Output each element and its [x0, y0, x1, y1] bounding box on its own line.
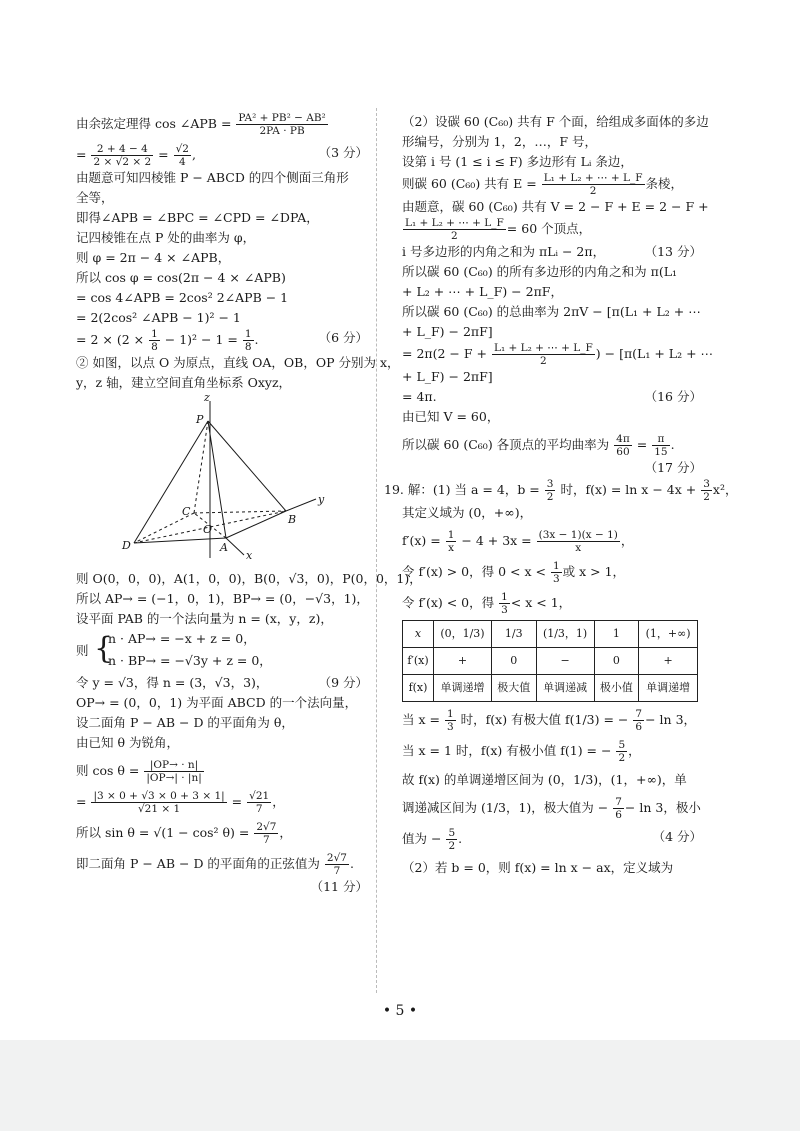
text-line: f′(x) = $\frac{1}{x}$ − 4 + 3x = $\frac{(3x - 1)(x - 1)}{x}$ ，	[402, 529, 634, 554]
table-cell: +	[639, 648, 698, 675]
table-cell: (0，1/3)	[433, 621, 491, 648]
text-line: 则 O(0，0，0)，A(1，0，0)，B(0，√3，0)，P(0，0，1)，	[76, 571, 422, 586]
text-line: 设二面角 P − AB − D 的平面角为 θ，	[76, 715, 294, 730]
score-mark: （13 分）	[644, 244, 702, 259]
text-line: 由余弦定理得 cos ∠APB = $\frac{\text{PA² + PB² − AB²}}{2PA \cdot PB}$	[76, 112, 326, 137]
fraction: $\frac{\text{L₁ + L₂ + ⋯ + L\_F}}{2}$	[543, 172, 643, 197]
fraction: $\frac{√21}{7}$	[249, 790, 270, 815]
table-cell: 单调递减	[536, 675, 594, 702]
table-cell: 1/3	[491, 621, 536, 648]
fraction: $\frac{1}{8}$	[244, 328, 252, 353]
fraction: $\frac{4\pi}{60}$	[616, 433, 630, 458]
text-line: + L_F) − 2πF]	[402, 369, 493, 384]
text-line: 故 f(x) 的单调递增区间为 (0，1/3)，(1，+∞)，单	[402, 772, 687, 787]
fraction: $\frac{1}{3}$	[552, 560, 560, 585]
text-line: （2）设碳 60 (C₆₀) 共有 F 个面，给组成多面体的多边	[402, 114, 709, 129]
table-cell: 0	[594, 648, 639, 675]
table-cell: 极大值	[491, 675, 536, 702]
score-mark: （11 分）	[310, 879, 368, 894]
text-line: = $\frac{2 + 4 - 4}{2 \times √2 \times 2}$ = $\frac{√2}{4}$ , （3 分）	[76, 143, 368, 168]
text-line: 所以碳 60 (C₆₀) 各顶点的平均曲率为 $\frac{4\pi}{60}$ = $\frac{\pi}{15}$ .	[402, 433, 675, 458]
fraction: $\frac{3}{2}$	[703, 478, 710, 503]
y-axis	[286, 499, 316, 511]
text-line: 令 f′(x) < 0，得 $\frac{1}{3}$ < x < 1，	[402, 591, 572, 616]
text-line: = 2(2cos² ∠APB − 1)² − 1	[76, 310, 241, 325]
table-cell: +	[433, 648, 491, 675]
table-cell: (1，+∞)	[639, 621, 698, 648]
text-line: 即二面角 P − AB − D 的平面角的正弦值为 $\frac{2√7}{7}$ .	[76, 852, 354, 877]
column-divider	[376, 108, 377, 993]
text-line: 所以 cos φ = cos(2π − 4 × ∠APB)	[76, 270, 286, 285]
fraction: $\frac{1}{3}$	[446, 708, 454, 733]
text-line: = 2π(2 − F + $\frac{\text{L₁ + L₂ + ⋯ + L\_F}}{2}$ ) − [π(L₁ + L₂ + ⋯	[402, 342, 714, 367]
edge-CB	[194, 511, 286, 513]
score-mark: （4 分）	[652, 829, 702, 844]
table-cell: x	[403, 621, 434, 648]
fraction: $\frac{\text{L₁ + L₂ + ⋯ + L\_F}}{2}$	[405, 217, 504, 242]
text-line: 全等，	[76, 190, 114, 205]
score-mark: （17 分）	[644, 460, 702, 475]
monotonicity-table	[402, 620, 698, 702]
table-cell: f(x)	[403, 675, 434, 702]
table-cell: −	[536, 648, 594, 675]
text-line: 由题意，碳 60 (C₆₀) 共有 V = 2 − F + E = 2 − F +	[402, 199, 709, 214]
fraction: $\frac{(3x - 1)(x - 1)}{x}$	[538, 529, 618, 554]
text-line: 所以 sin θ = √(1 − cos² θ) = $\frac{2√7}{7}$ ，	[76, 821, 292, 846]
label-A: A	[220, 541, 228, 554]
text-line: + L₂ + ⋯ + L_F) − 2πF，	[402, 284, 563, 299]
page-number: • 5 •	[382, 1003, 418, 1019]
fraction: $\frac{1}{x}$	[447, 529, 455, 554]
table-cell: 1	[594, 621, 639, 648]
text-line: i 号多边形的内角之和为 πLᵢ − 2π， （13 分）	[402, 242, 702, 262]
fraction: $\frac{5}{2}$	[618, 739, 626, 764]
label-y: y	[318, 493, 325, 506]
table-header-row	[403, 621, 698, 648]
text-line: 当 x = $\frac{1}{3}$ 时，f(x) 有极大值 f(1/3) = − $\frac{7}{6}$ − ln 3，	[402, 708, 697, 733]
text-line: $\frac{\text{L₁ + L₂ + ⋯ + L\_F}}{2}$ = 60 个顶点，	[405, 217, 592, 242]
text-line: 令 y = √3，得 n = (3，√3，3)， （9 分）	[76, 673, 368, 693]
fraction: $\frac{√2}{4}$	[175, 143, 189, 168]
text-line: 则 φ = 2π − 4 × ∠APB，	[76, 250, 231, 265]
text-line: + L_F) − 2πF]	[402, 324, 493, 339]
fraction: $\frac{7}{6}$	[615, 796, 622, 821]
fraction: $\frac{2√7}{7}$	[256, 821, 277, 846]
text-line: 所以碳 60 (C₆₀) 的总曲率为 2πV − [π(L₁ + L₂ + ⋯	[402, 304, 701, 319]
text-line: 其定义域为 (0，+∞)，	[402, 505, 533, 520]
text-line: = cos 4∠APB = 2cos² 2∠APB − 1	[76, 290, 289, 305]
text-line: 令 f′(x) > 0，得 0 < x < $\frac{1}{3}$ 或 x > 1，	[402, 560, 626, 585]
fraction: $\frac{\text{PA² + PB² − AB²}}{2PA \cdot PB}$	[238, 112, 326, 137]
table-row	[403, 648, 698, 675]
table-cell: 极小值	[594, 675, 639, 702]
text-line: 由已知 V = 60，	[402, 409, 500, 424]
fraction: $\frac{3}{2}$	[546, 478, 554, 503]
right-column	[384, 112, 738, 878]
fraction: $\frac{2√7}{7}$	[326, 852, 347, 877]
label-C: C	[182, 505, 191, 518]
table-cell: f′(x)	[403, 648, 434, 675]
edge-PC	[194, 421, 208, 513]
text-line: = $\frac{|3 \times 0 + √3 \times 0 + 3 \times 1|}{√21 \times 1}$ = $\frac{√21}{7}$ ，	[76, 790, 285, 815]
table-cell: 单调递增	[639, 675, 698, 702]
fraction: $\frac{1}{3}$	[501, 591, 508, 616]
fraction: $\frac{5}{2}$	[448, 827, 456, 852]
fraction: $\frac{\pi}{15}$	[654, 433, 668, 458]
text-line: 由题意可知四棱锥 P − ABCD 的四个侧面三角形	[76, 170, 349, 185]
text-line: 则碳 60 (C₆₀) 共有 E = $\frac{\text{L₁ + L₂ + ⋯ + L\_F}}{2}$ 条棱，	[402, 172, 684, 197]
x-axis	[226, 538, 244, 555]
text-line: 值为 − $\frac{5}{2}$ . （4 分）	[402, 827, 702, 852]
edge-AB	[226, 511, 286, 538]
label-D: D	[122, 539, 131, 552]
table-cell: 0	[491, 648, 536, 675]
text-line: = 4π. （16 分）	[402, 387, 702, 407]
text-line: = 2 × (2 × $\frac{1}{8}$ − 1)² − 1 = $\frac{1}{8}$ . （6 分）	[76, 328, 368, 353]
text-line: 调递减区间为 (1/3，1)，极大值为 − $\frac{7}{6}$ − ln 3，极小	[402, 796, 701, 821]
fraction: $\frac{7}{6}$	[635, 708, 643, 733]
text-line: y，z 轴，建立空间直角坐标系 Oxyz，	[76, 375, 292, 390]
fraction: $\frac{\text{L₁ + L₂ + ⋯ + L\_F}}{2}$	[493, 342, 593, 367]
fraction: $\frac{|OP\to \cdot n|}{|OP\to| \cdot |n|}$	[146, 759, 202, 784]
label-z: z	[204, 393, 210, 404]
text-line: 设第 i 号 (1 ≤ i ≤ F) 多边形有 Lᵢ 条边，	[402, 154, 633, 169]
equation-system: 则 { n · AP→ = −x + z = 0， n · BP→ = −√3y + z = 0，	[76, 631, 272, 668]
label-B: B	[288, 513, 297, 526]
score-mark: （16 分）	[644, 389, 702, 404]
table-cell: 单调递增	[433, 675, 491, 702]
bottom-band	[0, 1040, 800, 1131]
fraction: $\frac{2 + 4 - 4}{2 \times √2 \times 2}$	[93, 143, 152, 168]
score-mark: （9 分）	[318, 675, 368, 690]
text-line: 则 cos θ = $\frac{|OP\to \cdot n|}{|OP\to| \cdot |n|}$	[76, 759, 202, 784]
fraction: $\frac{|3 \times 0 + √3 \times 0 + 3 \times 1|}{√21 \times 1}$	[93, 790, 225, 815]
label-P: P	[196, 413, 204, 426]
text-line: 形编号，分别为 1，2，…，F 号，	[402, 134, 598, 149]
label-O: O	[203, 523, 213, 536]
text-line: 设平面 PAB 的一个法向量为 n = (x，y，z)，	[76, 611, 333, 626]
table-cell: (1/3，1)	[536, 621, 594, 648]
score-mark: （6 分）	[318, 330, 368, 345]
score-mark: （3 分）	[318, 145, 368, 160]
text-line: OP→ = (0，0，1) 为平面 ABCD 的一个法向量，	[76, 695, 358, 710]
text-line: ② 如图，以点 O 为原点，直线 OA，OB，OP 分别为 x，	[76, 355, 400, 370]
text-line: 由已知 θ 为锐角，	[76, 735, 179, 750]
fraction: $\frac{1}{8}$	[151, 328, 158, 353]
text-line: 19. 解：(1) 当 a = 4，b = $\frac{3}{2}$ 时，f(x) = ln x − 4x + $\frac{3}{2}$ x²，	[384, 478, 738, 503]
table-row	[403, 675, 698, 702]
text-line: 即得∠APB = ∠BPC = ∠CPD = ∠DPA，	[76, 210, 319, 225]
text-line: 所以 AP→ = (−1，0，1)，BP→ = (0，−√3，1)，	[76, 591, 369, 606]
label-x: x	[246, 549, 253, 562]
text-line: 当 x = 1 时，f(x) 有极小值 f(1) = − $\frac{5}{2}$ ，	[402, 739, 641, 764]
text-line: 所以碳 60 (C₆₀) 的所有多边形的内角之和为 π(L₁	[402, 264, 678, 279]
text-line: （2）若 b = 0，则 f(x) = ln x − ax，定义域为	[402, 860, 674, 875]
text-line: 记四棱锥在点 P 处的曲率为 φ，	[76, 230, 256, 245]
pyramid-figure	[76, 393, 368, 563]
